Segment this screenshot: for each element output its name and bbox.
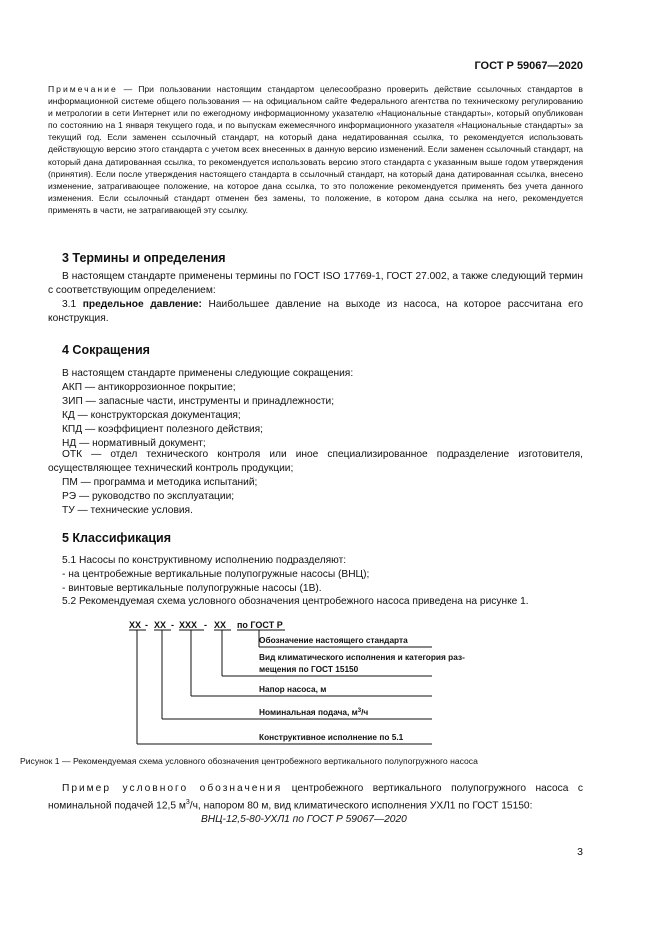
section-5-para-2: 5.2 Рекомендуемая схема условного обозначения центробежного насоса приведена на рисунке 1. <box>62 596 529 607</box>
abbr-item: АКП — антикоррозионное покрытие; <box>62 382 236 393</box>
figure-caption: Рисунок 1 — Рекомендуемая схема условного обозначения центробежного вертикального полупогружного насоса <box>20 756 478 766</box>
svg-text:-: - <box>204 620 207 630</box>
label-standard: Обозначение настоящего стандарта <box>259 635 408 645</box>
abbr-item: ТУ — технические условия. <box>62 505 193 516</box>
abbr-item: ЗИП — запасные части, инструменты и принадлежности; <box>62 396 335 407</box>
code-3: XXX <box>179 620 198 630</box>
abbr-item: НД — нормативный документ; <box>62 438 206 449</box>
abbr-item: КД — конструкторская документация; <box>62 410 241 421</box>
example-paragraph: Пример условного обозначения центробежного вертикального полупогружного насоса с номинальной подачей 12,5 $м^3/ч$, напором 80 м, вид климатического исполнения УХЛ1 по ГОСТ 15150: <box>48 783 583 811</box>
label-climate-line1: Вид климатического исполнения и категория раз- <box>259 652 465 662</box>
label-flow: Номинальная подача, $м^3/ч$ <box>259 707 369 717</box>
svg-text:-: - <box>171 620 174 630</box>
abbr-item: РЭ — руководство по эксплуатации; <box>62 491 235 502</box>
term-text: Наибольшее давление на выходе из насоса, на которое рассчитана его конструкция. <box>48 299 583 324</box>
note-label: Примечание <box>48 84 118 94</box>
svg-text:-: - <box>145 620 148 630</box>
section-3-title: 3 Термины и определения <box>62 251 226 265</box>
section-5-title: 5 Классификация <box>62 531 172 545</box>
page-number: 3 <box>577 846 583 858</box>
label-design: Конструктивное исполнение по 5.1 <box>259 732 404 742</box>
section-4-intro: В настоящем стандарте применены следующие сокращения: <box>62 368 354 379</box>
example-formula: ВНЦ-12,5-80-УХЛ1 по ГОСТ Р 59067—2020 <box>201 814 407 825</box>
example-label: Пример условного обозначения <box>62 783 283 794</box>
suffix-text: по ГОСТ Р <box>237 620 283 630</box>
abbr-item: КПД — коэффициент полезного действия; <box>62 424 264 435</box>
section-3-intro: В настоящем стандарте применены термины по ГОСТ ISO 17769-1, ГОСТ 27.002, а также следующий термин с соответствующим определением: <box>48 271 583 296</box>
code-4: XX <box>214 620 227 630</box>
code-1: XX <box>129 620 142 630</box>
code-2: XX <box>154 620 167 630</box>
classification-item: - винтовые вертикальные полупогружные насосы (1В). <box>62 583 322 594</box>
classification-item: - на центробежные вертикальные полупогружные насосы (ВНЦ); <box>62 569 370 580</box>
note-text: — При пользовании настоящим стандартом целесообразно проверить действие ссылочных стандартов в информационной системе общего пользования — на официальном сайте Федерального агентства по техническому регулированию и метрологии в сети Интернет или по ежегодному информационному указателю «Национальные стандарты», который опубликован по состоянию на 1 января текущего года, и по выпускам ежемесячного информационного указателя «Национальные стандарты» за текущий год. Если заменен ссылочный стандарт, на который дана недатированная ссылка, то рекомендуется использовать действующую версию этого стандарта с учетом всех внесенных в данную версию изменений. Если заменен ссылочный стандарт, на который дана датированная ссылка, то рекомендуется использовать версию этого стандарта с указанным выше годом утверждения (принятия). Если после утверждения настоящего стандарта в ссылочный стандарт, на который дана датированная ссылка, внесено изменение, затрагивающее положение, на которое дана ссылка, то это положение рекомендуется применять без учета данного изменения. Если ссылочный стандарт отменен без замены, то положение, в котором дана ссылка на него, рекомендуется применять в части, не затрагивающей эту ссылку. <box>48 84 583 215</box>
term-number: 3.1 <box>62 299 83 310</box>
abbr-item: ПМ — программа и методика испытаний; <box>62 477 258 488</box>
label-climate-line2: мещения по ГОСТ 15150 <box>259 664 359 674</box>
term-name: предельное давление: <box>82 299 202 310</box>
section-5-para-1: 5.1 Насосы по конструктивному исполнению подразделяют: <box>62 555 347 566</box>
label-head: Напор насоса, м <box>259 684 327 694</box>
section-4-title: 4 Сокращения <box>62 343 150 357</box>
abbr-item: ОТК — отдел технического контроля или иное специализированное подразделение изготовителя, осуществляющее технический контроль продукции; <box>48 449 583 474</box>
document-id: ГОСТ Р 59067—2020 <box>474 60 583 72</box>
